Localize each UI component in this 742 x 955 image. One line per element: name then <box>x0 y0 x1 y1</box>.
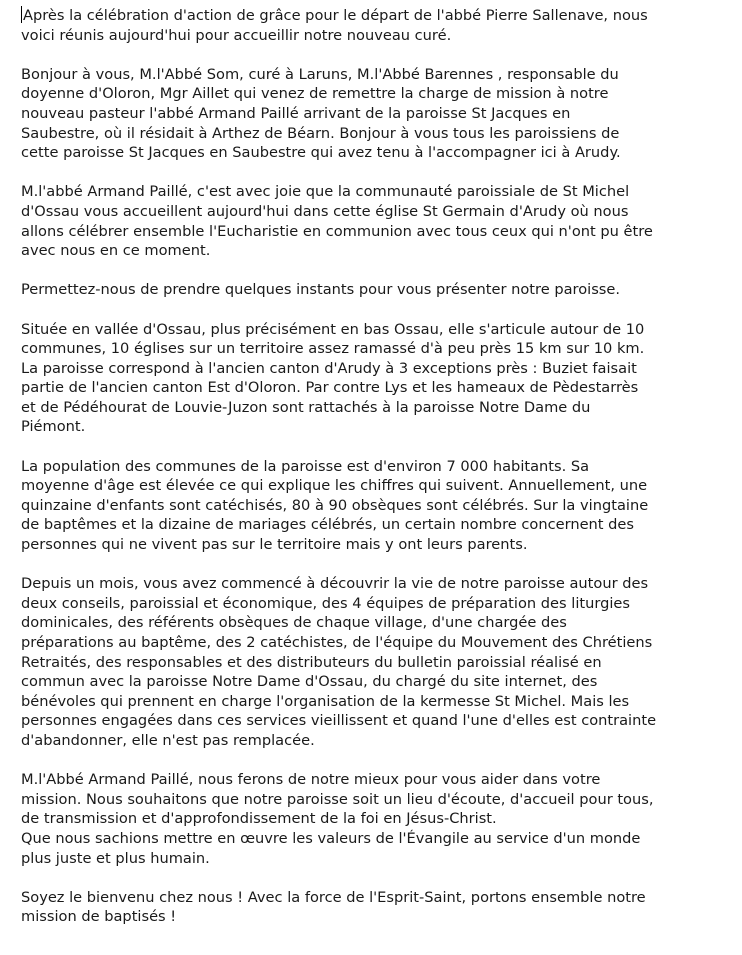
text-line: personnes engagées dans ces services vieillissent et quand l'une d'elles est contrainte <box>21 712 657 730</box>
paragraph-greetings <box>21 65 733 163</box>
paragraph-services <box>21 574 733 750</box>
text-line: de transmission et d'approfondissement de la foi en Jésus-Christ. <box>21 810 497 828</box>
text-line: et de Pédéhourat de Louvie-Juzon sont rattachés à la paroisse Notre Dame du <box>21 398 591 416</box>
document-body[interactable] <box>21 6 733 947</box>
text-line: bénévoles qui prennent en charge l'organisation de la kermesse St Michel. Mais les <box>21 692 630 710</box>
text-line: M.l'Abbé Armand Paillé, nous ferons de notre mieux pour vous aider dans votre <box>21 771 601 789</box>
paragraph-welcome <box>21 182 733 260</box>
text-line: deux conseils, paroissial et économique, des 4 équipes de préparation des liturgies <box>21 594 630 612</box>
text-line: d'abandonner, elle n'est pas remplacée. <box>21 731 315 749</box>
text-line: avec nous en ce moment. <box>21 242 211 260</box>
text-line: mission. Nous souhaitons que notre paroisse soit un lieu d'écoute, d'accueil pour tous, <box>21 790 654 808</box>
paragraph-geography <box>21 320 733 438</box>
paragraph-intro <box>21 6 733 45</box>
text-line: communes, 10 églises sur un territoire assez ramassé d'à peu près 15 km sur 10 km. <box>21 340 645 358</box>
text-line: Retraités, des responsables et des distributeurs du bulletin paroissial réalisé en <box>21 653 602 671</box>
paragraph-closing <box>21 888 733 927</box>
text-line: Que nous sachions mettre en œuvre les valeurs de l'Évangile au service d'un monde <box>21 829 641 847</box>
paragraph-mission <box>21 770 733 868</box>
paragraph-population <box>21 457 733 555</box>
text-line: plus juste et plus humain. <box>21 849 210 867</box>
paragraph-presentation <box>21 280 733 300</box>
text-line: La population des communes de la paroisse est d'environ 7 000 habitants. Sa <box>21 457 590 475</box>
text-line: personnes qui ne vivent pas sur le territoire mais y ont leurs parents. <box>21 536 528 554</box>
text-line: La paroisse correspond à l'ancien canton d'Arudy à 3 exceptions près : Buziet faisait <box>21 359 637 377</box>
text-line: préparations au baptême, des 2 catéchistes, de l'équipe du Mouvement des Chrétiens <box>21 634 653 651</box>
text-line: dominicales, des référents obsèques de chaque village, d'une chargée des <box>21 614 567 632</box>
text-line: Depuis un mois, vous avez commencé à découvrir la vie de notre paroisse autour des <box>21 575 649 593</box>
text-line: cette paroisse St Jacques en Saubestre qui avez tenu à l'accompagner ici à Arudy. <box>21 144 621 162</box>
text-line: commun avec la paroisse Notre Dame d'Ossau, du chargé du site internet, des <box>21 673 598 691</box>
text-line: Saubestre, où il résidait à Arthez de Béarn. Bonjour à vous tous les paroissiens de <box>21 124 620 142</box>
text-line: doyenne d'Oloron, Mgr Aillet qui venez de remettre la charge de mission à notre <box>21 85 609 103</box>
text-line: d'Ossau vous accueillent aujourd'hui dans cette église St Germain d'Arudy où nous <box>21 202 629 220</box>
text-line: Piémont. <box>21 418 86 436</box>
text-line: de baptêmes et la dizaine de mariages célébrés, un certain nombre concernent des <box>21 516 635 534</box>
text-line: mission de baptisés ! <box>21 908 177 926</box>
text-line: Située en vallée d'Ossau, plus précisément en bas Ossau, elle s'articule autour de 10 <box>21 320 645 338</box>
text-line: partie de l'ancien canton Est d'Oloron. Par contre Lys et les hameaux de Pèdestarrès <box>21 379 639 397</box>
text-cursor <box>21 6 22 23</box>
text-line: Après la célébration d'action de grâce pour le départ de l'abbé Pierre Sallenave, nous <box>23 7 648 24</box>
text-line: quinzaine d'enfants sont catéchisés, 80 à 90 obsèques sont célébrés. Sur la vingtaine <box>21 496 649 514</box>
text-line: M.l'abbé Armand Paillé, c'est avec joie que la communauté paroissiale de St Michel <box>21 183 630 201</box>
text-line: allons célébrer ensemble l'Eucharistie en communion avec tous ceux qui n'ont pu être <box>21 222 653 240</box>
text-line: voici réunis aujourd'hui pour accueillir notre nouveau curé. <box>21 26 452 44</box>
text-line: Bonjour à vous, M.l'Abbé Som, curé à Laruns, M.l'Abbé Barennes , responsable du <box>21 65 619 83</box>
text-line: Permettez-nous de prendre quelques instants pour vous présenter notre paroisse. <box>21 281 621 299</box>
text-line: moyenne d'âge est élevée ce qui explique les chiffres qui suivent. Annuellement, une <box>21 477 648 495</box>
text-line: Soyez le bienvenu chez nous ! Avec la force de l'Esprit-Saint, portons ensemble notre <box>21 888 646 906</box>
text-line: nouveau pasteur l'abbé Armand Paillé arrivant de la paroisse St Jacques en <box>21 104 571 122</box>
